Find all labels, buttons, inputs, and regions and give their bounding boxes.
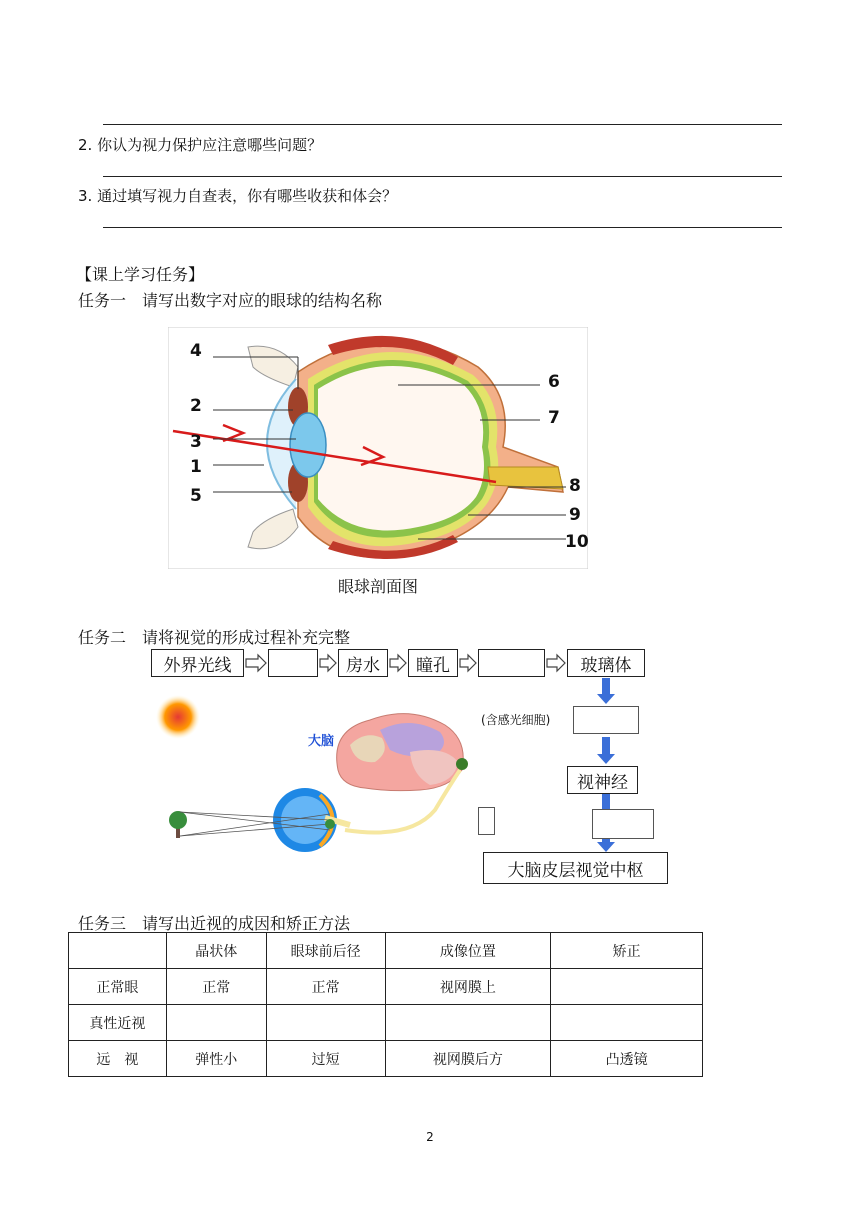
- eye-label-7: 7: [548, 408, 560, 428]
- vision-pathway-illustration: [150, 690, 480, 890]
- table-cell-blank[interactable]: [551, 969, 703, 1005]
- flow-blank-4[interactable]: [478, 807, 495, 835]
- eye-label-4: 4: [190, 341, 202, 361]
- table-cell: 弹性小: [166, 1041, 266, 1077]
- flow-vitreous: 玻璃体: [567, 649, 645, 677]
- flow-aqueous: 房水: [338, 649, 388, 677]
- question-2: 2. 你认为视力保护应注意哪些问题？: [78, 136, 323, 154]
- table-cell: 过短: [266, 1041, 385, 1077]
- task3-title: 任务三 请写出近视的成因和矫正方法: [78, 914, 351, 933]
- table-header: 眼球前后径: [266, 933, 385, 969]
- table-header: 成像位置: [385, 933, 551, 969]
- table-cell-blank[interactable]: [551, 1005, 703, 1041]
- section-title: 【课上学习任务】: [76, 265, 205, 284]
- eye-label-1: 1: [190, 457, 202, 477]
- table-cell: 凸透镜: [551, 1041, 703, 1077]
- table-row: [69, 1041, 703, 1077]
- table-header: 晶状体: [166, 933, 266, 969]
- eye-label-5: 5: [190, 486, 202, 506]
- table-cell: 远 视: [69, 1041, 167, 1077]
- eye-label-9: 9: [569, 505, 581, 525]
- flow-blank-3[interactable]: [592, 809, 654, 839]
- table-cell-blank[interactable]: [166, 1005, 266, 1041]
- table-header-row: [69, 933, 703, 969]
- brain-label: 大脑: [308, 734, 335, 749]
- table-header: 矫正: [551, 933, 703, 969]
- flow-light: 外界光线: [151, 649, 244, 677]
- flow-cortex: 大脑皮层视觉中枢: [483, 852, 668, 884]
- table-cell: 视网膜上: [385, 969, 551, 1005]
- table-cell: 视网膜后方: [385, 1041, 551, 1077]
- receptor-note: (含感光细胞): [481, 713, 551, 727]
- flow-pupil: 瞳孔: [408, 649, 458, 677]
- task2-title: 任务二 请将视觉的形成过程补充完整: [78, 628, 351, 647]
- sun-icon: [156, 695, 200, 739]
- eye-label-6: 6: [548, 372, 560, 392]
- flow-blank-retina[interactable]: [573, 706, 639, 734]
- page-number: 2: [426, 1130, 434, 1144]
- table-row: [69, 1005, 703, 1041]
- table-header: [69, 933, 167, 969]
- table-cell: 正常眼: [69, 969, 167, 1005]
- flow-optic-nerve: 视神经: [567, 766, 638, 794]
- table-cell: 真性近视: [69, 1005, 167, 1041]
- question-3: 3. 通过填写视力自查表，你有哪些收获和体会？: [78, 187, 398, 205]
- table-cell-blank[interactable]: [385, 1005, 551, 1041]
- eye-label-3: 3: [190, 432, 202, 452]
- task1-title: 任务一 请写出数字对应的眼球的结构名称: [78, 291, 383, 310]
- table-row: [69, 969, 703, 1005]
- myopia-table: [68, 932, 703, 1077]
- eye-label-2: 2: [190, 396, 202, 416]
- eye-label-10: 10: [565, 532, 589, 552]
- diagram-caption: 眼球剖面图: [338, 577, 419, 596]
- table-cell: 正常: [266, 969, 385, 1005]
- eye-label-8: 8: [569, 476, 581, 496]
- table-cell: 正常: [166, 969, 266, 1005]
- table-cell-blank[interactable]: [266, 1005, 385, 1041]
